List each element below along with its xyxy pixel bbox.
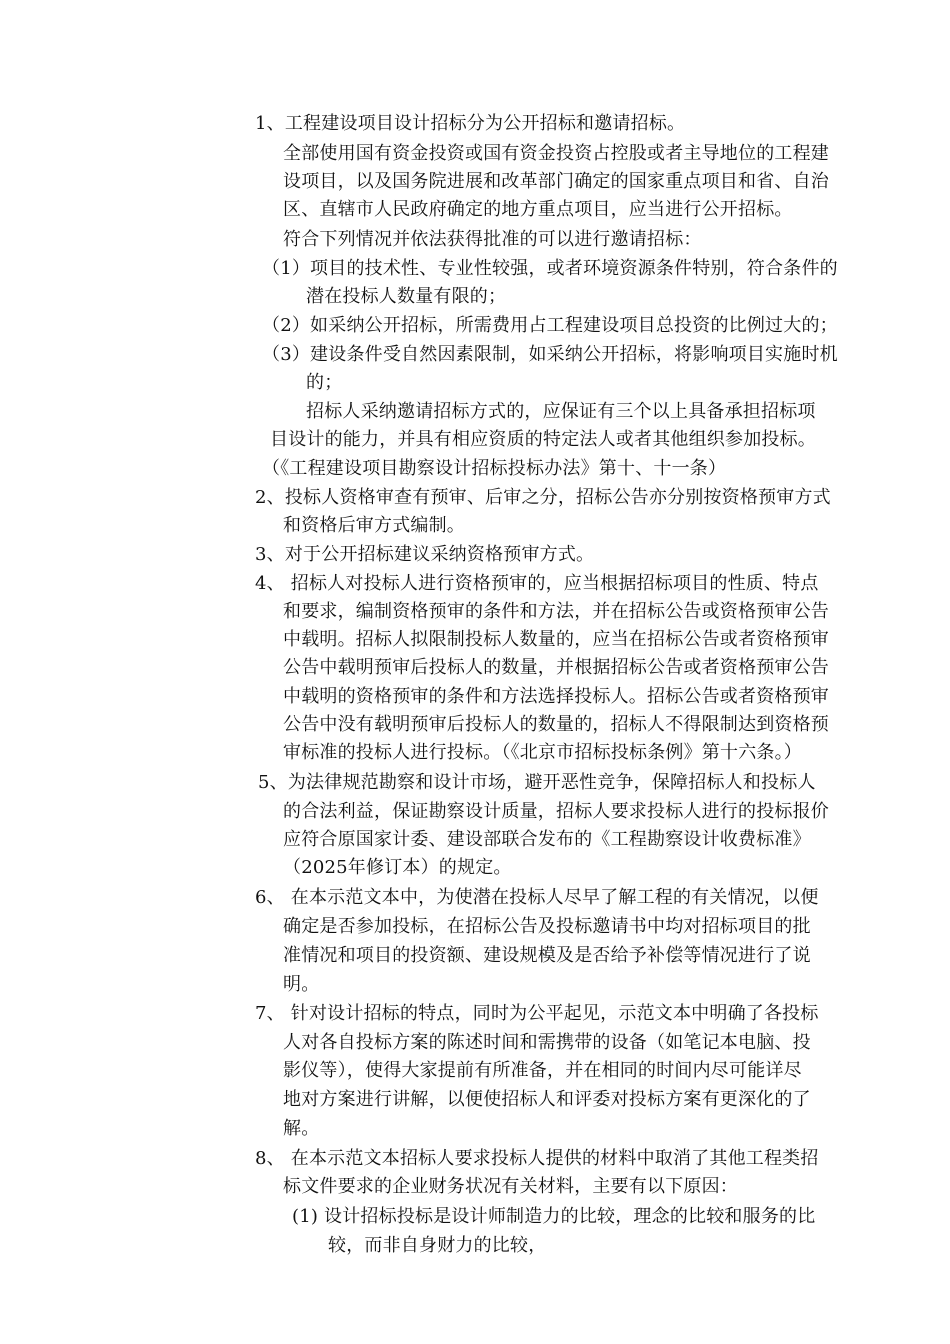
sub-item-8-1: (1) 设计招标投标是设计师制造力的比较，理念的比较和服务的比 <box>292 1206 816 1227</box>
citation-line: （《工程建设项目勘察设计招标投标办法》第十、十一条） <box>262 458 727 479</box>
paragraph-line: 和要求，编制资格预审的条件和方法，并在招标公告或资格预审公告 <box>283 601 829 622</box>
item-5-heading: 5、为法律规范勘察和设计市场，避开恶性竞争，保障招标人和投标人 <box>258 772 816 793</box>
paragraph-line: 公告中没有载明预审后投标人的数量的，招标人不得限制达到资格预 <box>283 714 829 735</box>
paragraph-line: 应符合原国家计委、建设部联合发布的《工程勘察设计收费标准》 <box>283 829 811 850</box>
item-6-heading: 6、 在本示范文本中，为使潜在投标人尽早了解工程的有关情况，以便 <box>255 887 819 908</box>
paragraph-line: 区、直辖市人民政府确定的地方重点项目，应当进行公开招标。 <box>283 199 793 220</box>
paragraph-line: 全部使用国有资金投资或国有资金投资占控股或者主导地位的工程建 <box>283 143 829 164</box>
paragraph-line: 审标准的投标人进行投标。（《北京市招标投标条例》第十六条。） <box>283 742 802 763</box>
paragraph-line: 地对方案进行讲解，以便使招标人和评委对投标方案有更深化的了 <box>283 1089 811 1110</box>
paragraph-line: 确定是否参加投标，在招标公告及投标邀请书中均对招标项目的批 <box>283 916 811 937</box>
paragraph-line: 目设计的能力，并具有相应资质的特定法人或者其他组织参加投标。 <box>270 429 816 450</box>
item-1-heading: 1、工程建设项目设计招标分为公开招标和邀请招标。 <box>255 113 686 134</box>
paragraph-line: 中载明的资格预审的条件和方法选择投标人。招标公告或者资格预审 <box>283 686 829 707</box>
paragraph-line: 公告中载明预审后投标人的数量，并根据招标公告或者资格预审公告 <box>283 657 829 678</box>
sub-item-8-1-cont: 较，而非自身财力的比较， <box>328 1235 547 1256</box>
paragraph-line: 影仪等），使得大家提前有所准备，并在相同的时间内尽可能详尽 <box>283 1060 802 1081</box>
paragraph-line: 人对各自投标方案的陈述时间和需携带的设备（如笔记本电脑、投 <box>283 1032 811 1053</box>
item-2-heading: 2、投标人资格审查有预审、后审之分，招标公告亦分别按资格预审方式 <box>255 487 831 508</box>
item-4-heading: 4、 招标人对投标人进行资格预审的，应当根据招标项目的性质、特点 <box>255 573 819 594</box>
paragraph-line: （2025年修订本）的规定。 <box>283 857 512 878</box>
paragraph-line: 的合法利益，保证勘察设计质量，招标人要求投标人进行的投标报价 <box>283 801 829 822</box>
paragraph-line: 明。 <box>283 974 320 995</box>
item-3-heading: 3、对于公开招标建议采纳资格预审方式。 <box>255 544 595 565</box>
sub-item-3-cont: 的； <box>306 372 343 393</box>
paragraph-line: 标文件要求的企业财务状况有关材料，主要有以下原因： <box>283 1176 738 1197</box>
sub-item-1: （1）项目的技术性、专业性较强，或者环境资源条件特别，符合条件的 <box>262 258 838 279</box>
paragraph-line: 符合下列情况并依法获得批准的可以进行邀请招标： <box>283 229 702 250</box>
sub-item-1-cont: 潜在投标人数量有限的； <box>306 286 507 307</box>
paragraph-line: 中载明。招标人拟限制投标人数量的，应当在招标公告或者资格预审 <box>283 629 829 650</box>
paragraph-line: 和资格后审方式编制。 <box>283 515 465 536</box>
sub-item-3: （3）建设条件受自然因素限制，如采纳公开招标，将影响项目实施时机 <box>262 344 838 365</box>
paragraph-line: 设项目，以及国务院进展和改革部门确定的国家重点项目和省、自治 <box>283 171 829 192</box>
item-8-heading: 8、 在本示范文本招标人要求投标人提供的材料中取消了其他工程类招 <box>255 1148 819 1169</box>
sub-item-2: （2）如采纳公开招标，所需费用占工程建设项目总投资的比例过大的； <box>262 315 838 336</box>
paragraph-line: 解。 <box>283 1118 320 1139</box>
item-7-heading: 7、 针对设计招标的特点，同时为公平起见，示范文本中明确了各投标 <box>255 1003 819 1024</box>
paragraph-line: 准情况和项目的投资额、建设规模及是否给予补偿等情况进行了说 <box>283 945 811 966</box>
paragraph-line: 招标人采纳邀请招标方式的，应保证有三个以上具备承担招标项 <box>306 401 816 422</box>
